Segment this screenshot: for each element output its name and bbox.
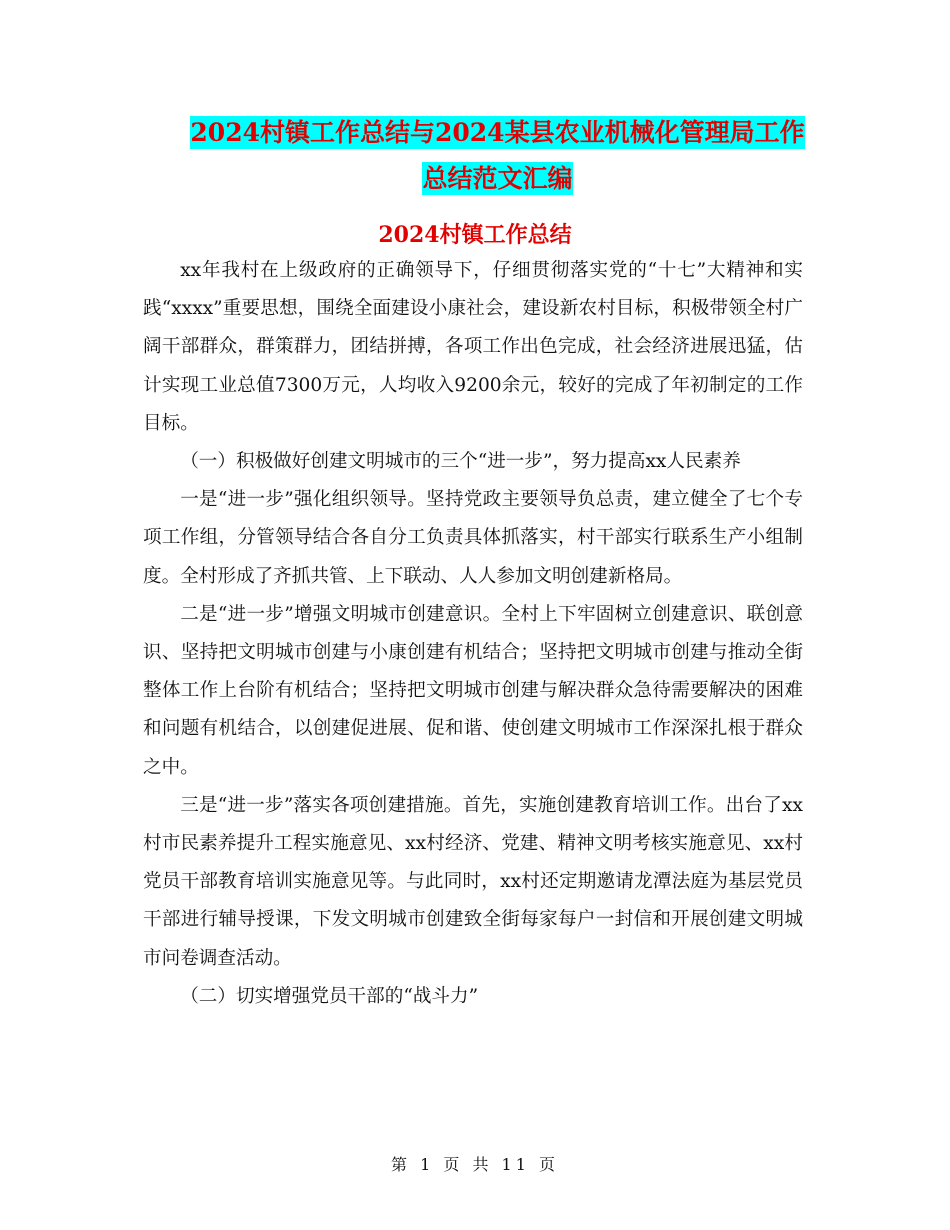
paragraph: 二是“进一步”增强文明城市创建意识。全村上下牢固树立创建意识、联创意识、坚持把文明城市创建与小康创建有机结合；坚持把文明城市创建与推动全街整体工作上台阶有机结合；坚持把文明城市创建与解决群众急待需要解决的困难和问题有机结合，以创建促进展、促和谐、使创建文明城市工作深深扎根于群众之中。 [143,603,803,778]
paragraph: （二）切实增强党员干部的“战斗力” [180,985,479,1007]
page-number-footer: 第 1 页 共 11 页 [391,1155,559,1174]
document-title [140,110,855,202]
document-body [143,252,803,1016]
paragraph: 一是“进一步”强化组织领导。坚持党政主要领导负总责，建立健全了七个专项工作组，分管领导结合各自分工负责具体抓落实，村干部实行联系生产小组制度。全村形成了齐抓共管、上下联动、人人参加文明创建新格局。 [143,489,803,587]
paragraph: 三是“进一步”落实各项创建措施。首先，实施创建教育培训工作。出台了xx村市民素养提升工程实施意见、xx村经济、党建、精神文明考核实施意见、xx村党员干部教育培训实施意见等。与此同时，xx村还定期邀请龙潭法庭为基层党员干部进行辅导授课，下发文明城市创建致全街每家每户一封信和开展创建文明城市问卷调查活动。 [143,794,803,969]
section-title: 2024村镇工作总结 [378,222,572,248]
document-title-line-1: 2024村镇工作总结与2024某县农业机械化管理局工作 [190,118,805,147]
document-title-line-2: 总结范文汇编 [422,164,573,193]
paragraph: （一）积极做好创建文明城市的三个“进一步”，努力提高xx人民素养 [180,451,741,473]
paragraph: xx年我村在上级政府的正确领导下，仔细贯彻落实党的“十七”大精神和实践“xxxx”重要思想，围绕全面建设小康社会，建设新农村目标，积极带领全村广阔干部群众，群策群力，团结拼搏，各项工作出色完成，社会经济进展迅猛，估计实现工业总值7300万元，人均收入9200余元，较好的完成了年初制定的工作目标。 [143,260,803,434]
